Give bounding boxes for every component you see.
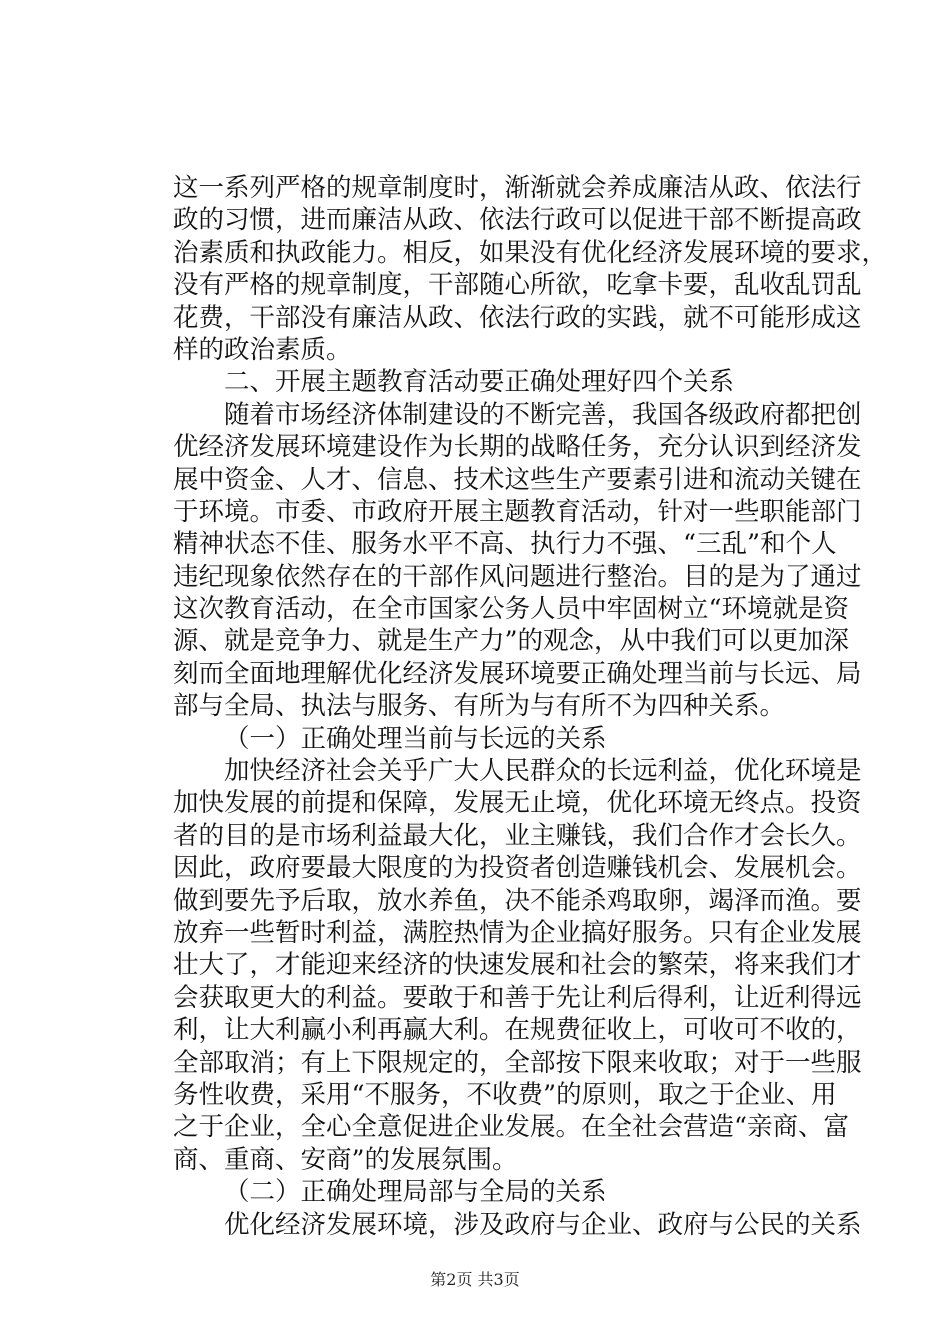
text-line: 部与全局、执法与服务、有所为与有所不为四种关系。 xyxy=(173,691,786,722)
text-line: 花费，干部没有廉洁从政、依法行政的实践，就不可能形成这 xyxy=(173,302,862,333)
document-body xyxy=(173,172,888,1241)
text-line: （一）正确处理当前与长远的关系 xyxy=(224,723,607,754)
text-line: 加快经济社会关乎广大人民群众的长远利益，优化环境是 xyxy=(224,756,862,787)
text-line: 优经济发展环境建设作为长期的战略任务，充分认识到经济发 xyxy=(173,432,862,463)
text-line: 这一系列严格的规章制度时，渐渐就会养成廉洁从政、依法行 xyxy=(173,173,862,203)
text-line: 样的政治素质。 xyxy=(173,334,352,365)
text-line: 政的习惯，进而廉洁从政、依法行政可以促进干部不断提高政 xyxy=(173,205,862,236)
text-line: 利，让大利赢小利再赢大利。在规费征收上，可收可不收的， xyxy=(173,1015,862,1046)
text-line: 之于企业，全心全意促进企业发展。在全社会营造“亲商、富 xyxy=(173,1112,850,1143)
text-line: 没有严格的规章制度，干部随心所欲，吃拿卡要，乱收乱罚乱 xyxy=(173,270,862,301)
text-line: 刻而全面地理解优化经济发展环境要正确处理当前与长远、局 xyxy=(173,658,862,689)
text-line: 违纪现象依然存在的干部作风问题进行整治。目的是为了通过 xyxy=(173,561,862,592)
text-line: 商、重商、安商”的发展氛围。 xyxy=(173,1144,518,1175)
text-line: 源、就是竞争力、就是生产力”的观念，从中我们可以更加深 xyxy=(173,626,850,657)
page-number-footer: 第2页 共3页 xyxy=(430,1270,520,1289)
text-line: 者的目的是市场利益最大化，业主赚钱，我们合作才会长久。 xyxy=(173,820,862,851)
text-line: 务性收费，采用“不服务，不收费”的原则，取之于企业、用 xyxy=(173,1079,837,1110)
text-line: 全部取消；有上下限规定的，全部按下限来收取；对于一些服 xyxy=(173,1047,862,1078)
text-line: 精神状态不佳、服务水平不高、执行力不强、“三乱”和个人 xyxy=(173,529,837,560)
text-line: 展中资金、人才、信息、技术这些生产要素引进和流动关键在 xyxy=(173,464,862,495)
text-line: 治素质和执政能力。相反，如果没有优化经济发展环境的要求， xyxy=(173,237,888,268)
text-line: （二）正确处理局部与全局的关系 xyxy=(224,1177,607,1208)
text-line: 壮大了，才能迎来经济的快速发展和社会的繁荣，将来我们才 xyxy=(173,950,862,981)
text-line: 这次教育活动，在全市国家公务人员中牢固树立“环境就是资 xyxy=(173,594,850,625)
text-line: 做到要先予后取，放水养鱼，决不能杀鸡取卵，竭泽而渔。要 xyxy=(173,885,862,916)
text-line: 于环境。市委、市政府开展主题教育活动，针对一些职能部门 xyxy=(173,496,862,527)
text-line: 会获取更大的利益。要敢于和善于先让利后得利，让近利得远 xyxy=(173,982,862,1013)
text-line: 二、开展主题教育活动要正确处理好四个关系 xyxy=(224,367,735,398)
text-line: 加快发展的前提和保障，发展无止境，优化环境无终点。投资 xyxy=(173,788,862,819)
text-line: 因此，政府要最大限度的为投资者创造赚钱机会、发展机会。 xyxy=(173,853,862,884)
text-line: 随着市场经济体制建设的不断完善，我国各级政府都把创 xyxy=(224,399,862,430)
text-line: 放弃一些暂时利益，满腔热情为企业搞好服务。只有企业发展 xyxy=(173,917,862,948)
text-line: 优化经济发展环境，涉及政府与企业、政府与公民的关系 xyxy=(224,1209,862,1240)
